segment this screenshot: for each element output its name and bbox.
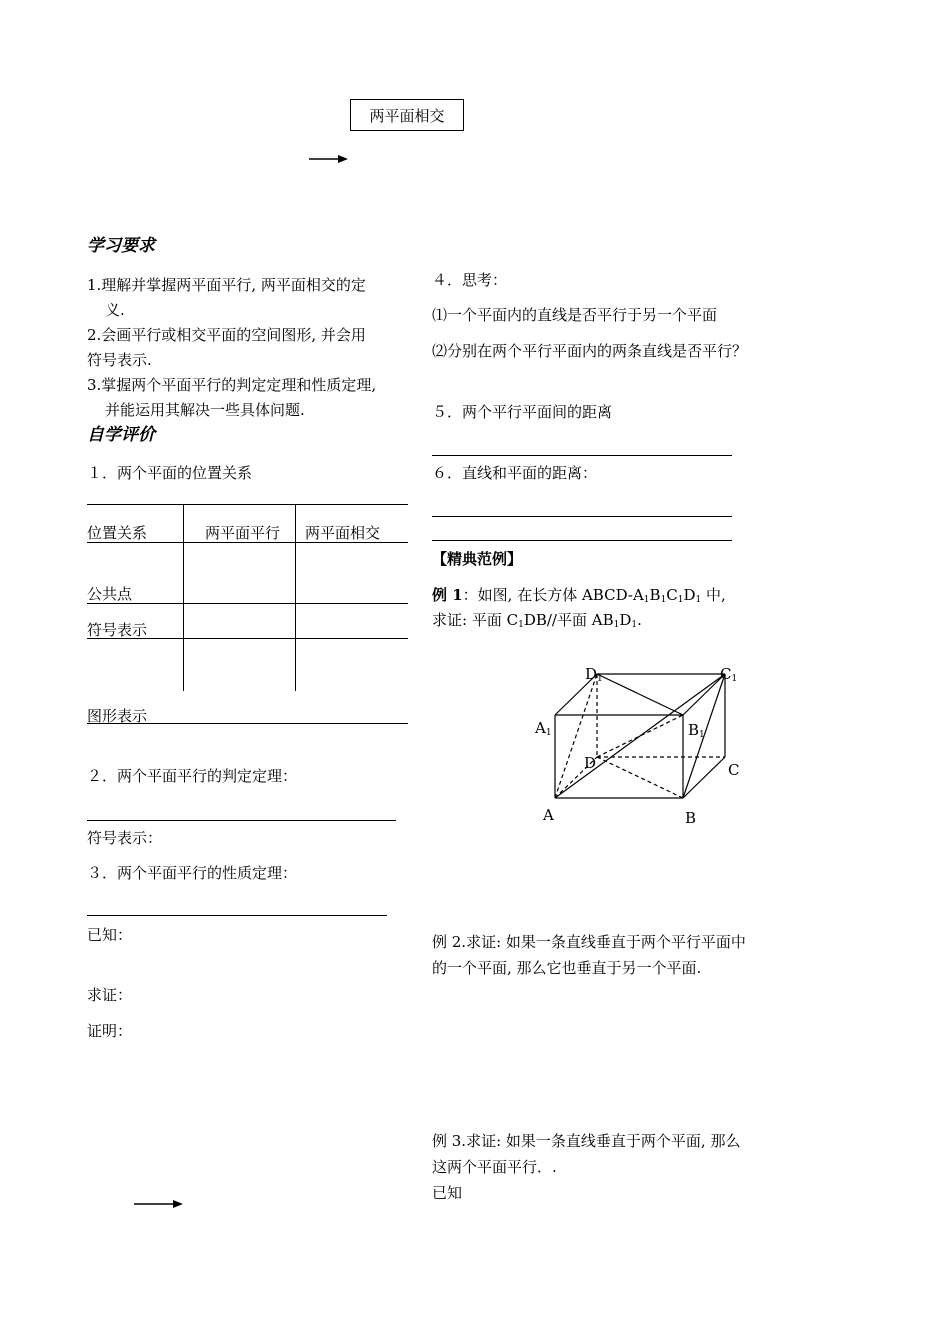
text-run: 求证: 平面 C (432, 611, 519, 629)
example-1-line-1 (432, 585, 726, 610)
vertex-label-C: C (728, 761, 740, 779)
question-2: ２．两个平面平行的判定定理： (87, 767, 298, 785)
text-run: DB//平面 AB (523, 611, 614, 629)
question-5: ５．两个平行平面间的距离 (432, 403, 613, 421)
question-1: １．两个平面的位置关系 (87, 464, 253, 482)
example-3-known: 已知 (432, 1184, 463, 1202)
question-6: ６．直线和平面的距离： (432, 464, 598, 482)
subscript: 1 (518, 620, 524, 630)
known-label: 已知： (87, 926, 133, 944)
table-header: 位置关系 (87, 524, 148, 542)
label-text: A (535, 719, 546, 737)
requirement-line: 1.理解并掌握两平面平行, 两平面相交的定 (87, 276, 366, 294)
subscript: 1 (731, 674, 738, 684)
answer-line (87, 915, 387, 916)
text-run: B (649, 586, 661, 604)
diagonal (597, 674, 683, 715)
text-run: 中, (701, 586, 726, 604)
hidden-edge (597, 757, 683, 798)
title-box (350, 99, 464, 131)
symbol-label: 符号表示： (87, 829, 163, 847)
text-run: ：如图, 在长方体 ABCD-A (462, 586, 644, 604)
subscript: 1 (613, 620, 620, 630)
example-1-label: 例 1 (432, 586, 463, 604)
example-3-line-2: 这两个平面平行．. (432, 1158, 557, 1176)
examples-heading: 【精典范例】 (432, 550, 523, 568)
table-row-label: 图形表示 (87, 707, 148, 725)
subscript: 1 (677, 595, 684, 605)
example-3-line-1: 例 3.求证: 如果一条直线垂直于两个平面, 那么 (432, 1132, 741, 1150)
arrow-right-icon (133, 1197, 185, 1211)
table-row-label: 符号表示 (87, 621, 148, 639)
example-2-line-1: 例 2.求证: 如果一条直线垂直于两个平行平面中 (432, 933, 746, 951)
table-header: 两平面平行 (205, 524, 281, 542)
proof-label: 证明： (87, 1022, 133, 1040)
label-text: B (688, 721, 700, 739)
subscript: 1 (695, 595, 702, 605)
text-run: . (637, 611, 642, 629)
vertex-label-A: A (543, 806, 554, 824)
arrow-right-icon (308, 152, 350, 166)
vertex-label-D1 (585, 664, 603, 689)
vertex-label-A1 (535, 718, 552, 743)
vertex-label-B: B (685, 809, 697, 827)
subscript: 1 (699, 730, 705, 740)
subscript: 1 (545, 728, 552, 738)
answer-line (432, 455, 732, 456)
label-text: C (720, 665, 732, 683)
hidden-edge (555, 674, 597, 798)
requirement-line: 2.会画平行或相交平面的空间图形, 并会用 (87, 326, 366, 344)
label-text: D (585, 665, 598, 683)
example-1-line-2 (432, 610, 642, 635)
text-run: D (683, 586, 696, 604)
question-4: ４．思考： (432, 271, 508, 289)
subscript: 1 (660, 595, 667, 605)
question-3: ３．两个平面平行的性质定理： (87, 864, 298, 882)
requirement-line: 义. (105, 301, 125, 319)
title-box-text: 两平面相交 (369, 106, 445, 125)
vertex-label-D: D (584, 754, 597, 772)
answer-line (432, 540, 732, 541)
section-heading-self-evaluation: 自学评价 (87, 425, 155, 445)
table-header: 两平面相交 (305, 524, 381, 542)
subscript: 1 (631, 620, 638, 630)
prove-label: 求证： (87, 986, 133, 1004)
subscript: 1 (597, 674, 603, 684)
subscript: 1 (643, 595, 650, 605)
section-heading-study-requirements: 学习要求 (87, 236, 155, 256)
edge (683, 674, 725, 715)
vertex-label-B1 (688, 720, 705, 745)
answer-line (87, 820, 396, 821)
example-2-line-2: 的一个平面, 那么它也垂直于另一个平面. (432, 959, 702, 977)
text-run: D (619, 611, 632, 629)
text-run: C (666, 586, 678, 604)
requirement-line: 并能运用其解决一些具体问题. (105, 401, 305, 419)
answer-line (432, 516, 732, 517)
vertex-label-C1 (720, 664, 737, 689)
question-4-1: ⑴一个平面内的直线是否平行于另一个平面 (432, 306, 718, 324)
question-4-2: ⑵分别在两个平行平面内的两条直线是否平行？ (432, 342, 748, 360)
table-row-label: 公共点 (87, 585, 133, 603)
requirement-line: 符号表示. (87, 351, 152, 369)
edge (683, 757, 725, 798)
requirement-line: 3.掌握两个平面平行的判定定理和性质定理, (87, 376, 377, 394)
